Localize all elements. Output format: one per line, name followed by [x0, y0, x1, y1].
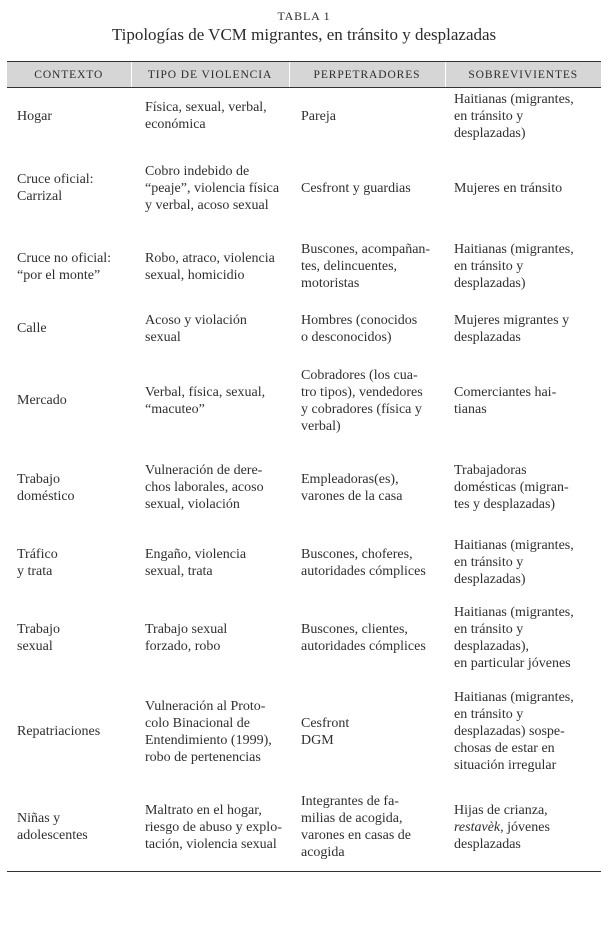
- cell-sobrevivientes: Haitianas (migrantes, en tránsito y desplazadas) sospe- chosas de estar en situación irregular: [454, 690, 574, 773]
- table-row: [7, 302, 601, 356]
- cell-sobrevivientes: Mujeres migrantes y desplazadas: [454, 312, 570, 345]
- cell-contexto: Calle: [17, 321, 47, 336]
- violence-typology-table: [7, 61, 601, 872]
- cell-contexto: Hogar: [17, 108, 52, 124]
- cell-sobrevivientes: Trabajadoras domésticas (migran- tes y desplazadas): [454, 463, 569, 512]
- table-row: [7, 232, 601, 302]
- table-row: [7, 446, 601, 530]
- table-row: [7, 596, 601, 680]
- cell-perpetradores: Buscones, acompañan- tes, delincuentes, motoristas: [301, 242, 431, 291]
- cell-tipo: Maltrato en el hogar, riesgo de abuso y explo- tación, violencia sexual: [131, 784, 289, 872]
- cell-sobrevivientes: Haitianas (migrantes, en tránsito y desplazadas), en particular jóvenes: [454, 604, 574, 671]
- cell-perpetradores: Buscones, choferes, autoridades cómplices: [301, 546, 426, 579]
- cell-contexto: Mercado: [17, 393, 67, 408]
- cell-contexto: Niñas y adolescentes: [7, 784, 131, 872]
- header-row: [7, 62, 601, 88]
- cell-perpetradores: Cesfront y guardias: [301, 180, 411, 196]
- cell-sobrevivientes: Comerciantes hai- tianas: [454, 384, 557, 417]
- cell-sobrevivientes: Haitianas (migrantes, en tránsito y desplazadas): [454, 242, 574, 291]
- cell-text-part: Hijas de crianza,: [454, 802, 548, 818]
- table-row: [7, 145, 601, 232]
- table-row: [7, 680, 601, 784]
- cell-sobrevivientes: [445, 784, 601, 872]
- cell-perpetradores: Empleadoras(es), varones de la casa: [301, 471, 403, 504]
- cell-perpetradores: Integrantes de fa- milias de acogida, varones en casas de acogida: [289, 784, 445, 872]
- table-title: Tipologías de VCM migrantes, en tránsito y desplazadas: [111, 25, 497, 44]
- cell-sobrevivientes: Haitianas (migrantes, en tránsito y desplazadas): [454, 91, 574, 141]
- cell-tipo: Vulneración al Proto- colo Binacional de Entendimiento (1999), robo de pertenencias: [145, 698, 272, 765]
- cell-sobrevivientes: Haitianas (migrantes, en tránsito y desplazadas): [454, 538, 574, 587]
- table-row: [7, 530, 601, 596]
- cell-perpetradores: Buscones, clientes, autoridades cómplices: [301, 621, 426, 654]
- table-caption: [0, 0, 608, 46]
- header-contexto: CONTEXTO: [7, 62, 131, 88]
- cell-tipo: Física, sexual, verbal, económica: [145, 100, 267, 133]
- cell-contexto: Repatriaciones: [17, 724, 101, 739]
- cell-tipo: Acoso y violación sexual: [145, 312, 247, 345]
- cell-tipo: Trabajo sexual forzado, robo: [145, 621, 228, 654]
- cell-text-part: restavèk: [454, 819, 501, 835]
- cell-tipo: Vulneración de dere- chos laborales, acoso sexual, violación: [145, 463, 264, 512]
- cell-tipo: Cobro indebido de “peaje”, violencia física y verbal, acoso sexual: [145, 163, 280, 213]
- cell-text-part: , jóvenes desplazadas: [454, 819, 550, 852]
- cell-contexto: Trabajo doméstico: [17, 471, 75, 504]
- table-row: [7, 356, 601, 446]
- cell-perpetradores: Hombres (conocidos o desconocidos): [301, 312, 418, 345]
- cell-contexto: Cruce oficial: Carrizal: [17, 172, 94, 204]
- header-perpetradores: PERPETRADORES: [289, 62, 445, 88]
- cell-perpetradores: Cesfront DGM: [301, 715, 350, 748]
- table-row: [7, 784, 601, 872]
- cell-tipo: Robo, atraco, violencia sexual, homicidio: [145, 250, 275, 283]
- cell-contexto: Trabajo sexual: [17, 621, 61, 654]
- table-label: TABLA 1: [277, 9, 331, 23]
- cell-sobrevivientes: Mujeres en tránsito: [454, 180, 563, 196]
- header-sobrevivientes: SOBREVIVIENTES: [445, 62, 601, 88]
- cell-tipo: Verbal, física, sexual, “macuteo”: [145, 384, 266, 417]
- cell-contexto: Tráfico y trata: [17, 546, 58, 579]
- cell-tipo: Engaño, violencia sexual, trata: [145, 546, 247, 579]
- cell-contexto: Cruce no oficial: “por el monte”: [17, 250, 112, 283]
- cell-perpetradores: Cobradores (los cua- tro tipos), vendedores y cobradores (física y verbal): [301, 367, 423, 434]
- table-body: [7, 88, 601, 872]
- table-row: [7, 88, 601, 145]
- header-tipo-de-violencia: TIPO DE VIOLENCIA: [131, 62, 289, 88]
- cell-perpetradores: Pareja: [301, 108, 336, 124]
